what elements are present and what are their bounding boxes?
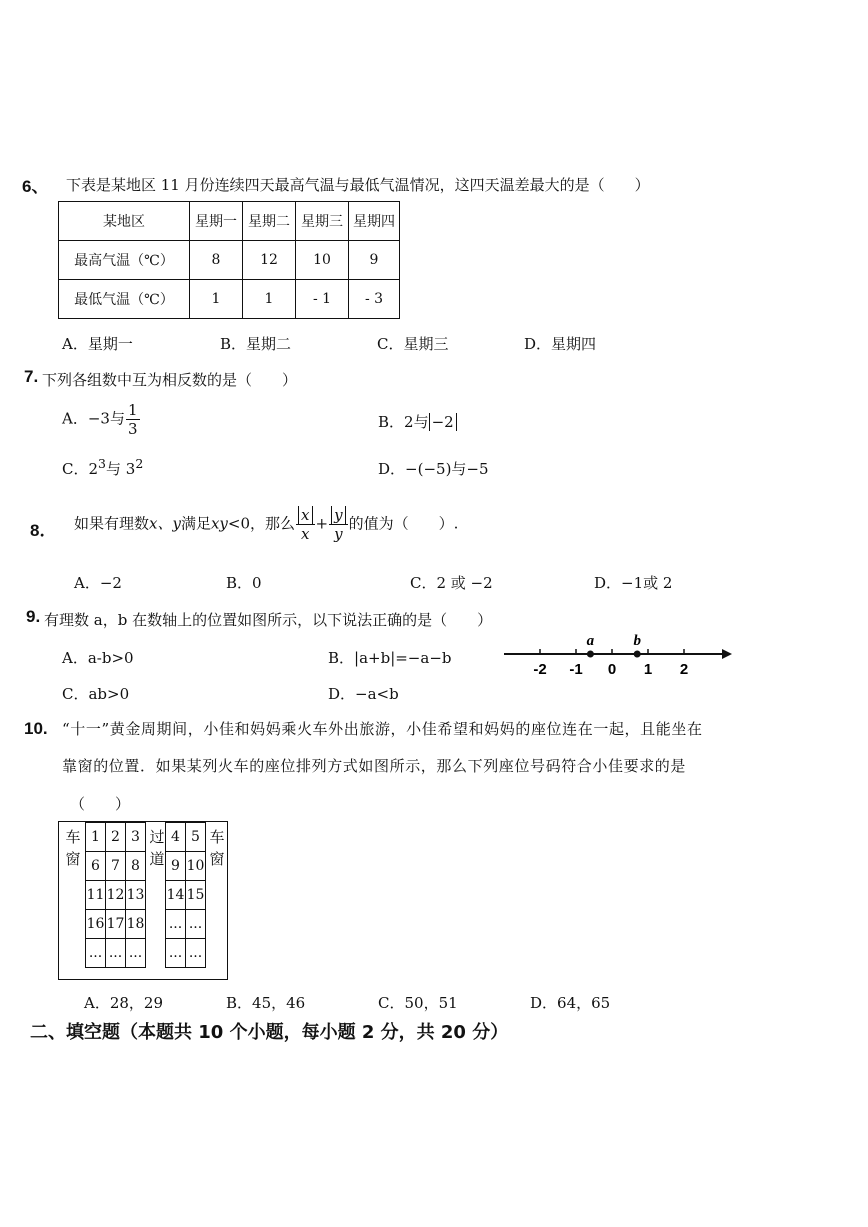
seat-cell: 12	[106, 881, 126, 910]
seat-cell: ...	[186, 939, 206, 968]
option-c[interactable]: C．ab>0	[62, 685, 130, 703]
table-header-cell: 星期二	[243, 202, 296, 241]
seat-cell: 7	[106, 852, 126, 881]
row-label: 最低气温（℃）	[59, 280, 190, 319]
option-a[interactable]	[62, 401, 141, 438]
table-header-cell: 星期四	[349, 202, 400, 241]
seat-cell: 5	[186, 823, 206, 852]
question-number-9: 9.	[26, 607, 41, 626]
fraction-denominator: y	[334, 525, 343, 543]
table-cell: 1	[243, 280, 296, 319]
option-c[interactable]: C．50，51	[378, 994, 458, 1012]
option-text: 与	[105, 460, 121, 478]
option-text: 2与	[404, 413, 429, 431]
seat-cell: ...	[186, 910, 206, 939]
table-header-cell: 星期一	[190, 202, 243, 241]
seat-row	[166, 823, 206, 852]
seat-row	[86, 823, 146, 852]
seat-row	[86, 939, 146, 968]
aisle-label: 过道	[149, 828, 165, 868]
option-a[interactable]: A．−2	[74, 574, 122, 592]
question-10-line-1: “十一”黄金周期间，小佳和妈妈乘火车外出旅游，小佳希望和妈妈的座位连在一起，且能坐在	[62, 720, 703, 738]
window-label-left: 车窗	[65, 828, 81, 868]
fraction	[126, 401, 140, 438]
fraction-denominator: x	[301, 525, 310, 543]
option-prefix: D．	[378, 460, 406, 478]
seat-block-right	[165, 822, 206, 968]
seat-cell: 9	[166, 852, 186, 881]
power-exponent: 3	[98, 456, 106, 471]
question-7-text: 下列各组数中互为相反数的是（ ）	[42, 371, 298, 389]
seat-cell: 14	[166, 881, 186, 910]
option-a[interactable]: A．星期一	[62, 335, 133, 353]
seat-cell: ...	[166, 910, 186, 939]
fraction-numerator	[329, 506, 347, 525]
seat-row	[86, 852, 146, 881]
power-base: 2	[88, 460, 99, 478]
seat-cell: 6	[86, 852, 106, 881]
row-label: 最高气温（℃）	[59, 241, 190, 280]
power-exponent: 2	[135, 456, 144, 471]
question-8-text	[74, 506, 458, 543]
option-b[interactable]: B．45，46	[226, 994, 306, 1012]
option-prefix: A．	[62, 409, 88, 428]
q8-text-part: 的值为（ ）.	[348, 514, 459, 533]
table-header-cell: 星期三	[296, 202, 349, 241]
seat-cell: 10	[186, 852, 206, 881]
question-9-text: 有理数 a，b 在数轴上的位置如图所示，以下说法正确的是（ ）	[44, 611, 493, 629]
number-line-tick-label: -1	[569, 661, 583, 678]
option-b[interactable]: B．|a+b|=−a−b	[328, 649, 452, 667]
absolute-value: −2	[429, 413, 457, 431]
question-10-line-3: （ ）	[70, 795, 131, 813]
seat-cell: 8	[126, 852, 146, 881]
option-d[interactable]: D．−1或 2	[594, 574, 673, 592]
table-row	[59, 280, 400, 319]
table-cell: - 3	[349, 280, 400, 319]
seat-cell: 16	[86, 910, 106, 939]
table-cell: 1	[190, 280, 243, 319]
seat-row	[166, 852, 206, 881]
seat-cell: 4	[166, 823, 186, 852]
seat-cell: ...	[106, 939, 126, 968]
option-b[interactable]: B．星期二	[220, 335, 292, 353]
temperature-table	[58, 201, 400, 319]
fraction	[329, 506, 347, 543]
question-number-10: 10.	[24, 719, 48, 738]
table-header-cell: 某地区	[59, 202, 190, 241]
section-2-heading: 二、填空题（本题共 10 个小题，每小题 2 分，共 20 分）	[30, 1022, 509, 1043]
q8-condition: xy	[210, 514, 228, 533]
option-text: −(−5)与−5	[405, 460, 489, 478]
fraction-numerator	[296, 506, 314, 525]
table-cell: 10	[296, 241, 349, 280]
option-d[interactable]: D．星期四	[524, 335, 597, 353]
seat-cell: 15	[186, 881, 206, 910]
q8-text-part: 满足	[180, 514, 211, 533]
number-line-tick-label: 0	[607, 661, 617, 678]
question-number-7: 7.	[24, 367, 39, 386]
seat-row	[166, 881, 206, 910]
seat-cell: 11	[86, 881, 106, 910]
plus-sign: +	[315, 514, 329, 533]
seat-cell: ...	[126, 939, 146, 968]
seat-cell: 17	[106, 910, 126, 939]
number-line-point	[587, 651, 594, 658]
table-cell: 9	[349, 241, 400, 280]
seat-cell: ...	[86, 939, 106, 968]
option-c[interactable]: C．星期三	[377, 335, 449, 353]
table-header-row	[59, 202, 400, 241]
number-line-tick-label: 2	[679, 661, 689, 678]
option-b[interactable]	[378, 411, 457, 432]
seat-row	[86, 881, 146, 910]
number-line-point-label: a	[586, 633, 595, 649]
table-cell: 8	[190, 241, 243, 280]
seat-diagram	[58, 821, 228, 980]
absolute-value: x	[298, 506, 312, 524]
absolute-value: y	[331, 506, 345, 524]
option-prefix: B．	[378, 413, 405, 431]
table-cell: - 1	[296, 280, 349, 319]
option-c[interactable]: C．2 或 −2	[410, 574, 493, 592]
q8-text-part: 如果有理数	[74, 514, 150, 533]
option-b[interactable]: B．0	[226, 574, 262, 592]
option-d[interactable]	[378, 458, 489, 479]
power-base: 3	[125, 460, 136, 478]
fraction-numerator: 1	[127, 401, 138, 419]
question-number-6: 6、	[22, 177, 49, 196]
number-line-tick-label: -2	[533, 661, 547, 678]
seat-cell: 3	[126, 823, 146, 852]
fraction-denominator: 3	[127, 420, 138, 438]
number-line	[500, 626, 735, 682]
seat-cell: 13	[126, 881, 146, 910]
question-number-8: 8．	[30, 521, 57, 540]
table-cell: 12	[243, 241, 296, 280]
seat-row	[86, 910, 146, 939]
window-label-right: 车窗	[209, 828, 225, 868]
q8-text-part: <0，那么	[227, 514, 296, 533]
seat-row	[166, 939, 206, 968]
table-row	[59, 241, 400, 280]
option-a[interactable]: A．a-b>0	[62, 649, 134, 667]
option-a[interactable]: A．28，29	[84, 994, 164, 1012]
seat-row	[166, 910, 206, 939]
number-line-arrow	[722, 649, 732, 659]
question-10-line-2: 靠窗的位置．如果某列火车的座位排列方式如图所示，那么下列座位号码符合小佳要求的是	[62, 757, 687, 775]
option-text: −3与	[87, 409, 125, 428]
option-d[interactable]: D．64，65	[530, 994, 611, 1012]
option-d[interactable]: D．−a<b	[328, 685, 399, 703]
number-line-point	[634, 651, 641, 658]
seat-block-left	[85, 822, 146, 968]
option-prefix: C．	[62, 460, 89, 478]
option-c[interactable]	[62, 456, 143, 479]
fraction	[296, 506, 314, 543]
number-line-tick-label: 1	[643, 661, 653, 678]
q8-variables: x、y	[149, 514, 181, 533]
seat-cell: 1	[86, 823, 106, 852]
seat-cell: 18	[126, 910, 146, 939]
seat-cell: 2	[106, 823, 126, 852]
question-6-text: 下表是某地区 11 月份连续四天最高气温与最低气温情况，这四天温差最大的是（ ）	[66, 176, 650, 194]
number-line-point-label: b	[633, 633, 641, 649]
seat-cell: ...	[166, 939, 186, 968]
